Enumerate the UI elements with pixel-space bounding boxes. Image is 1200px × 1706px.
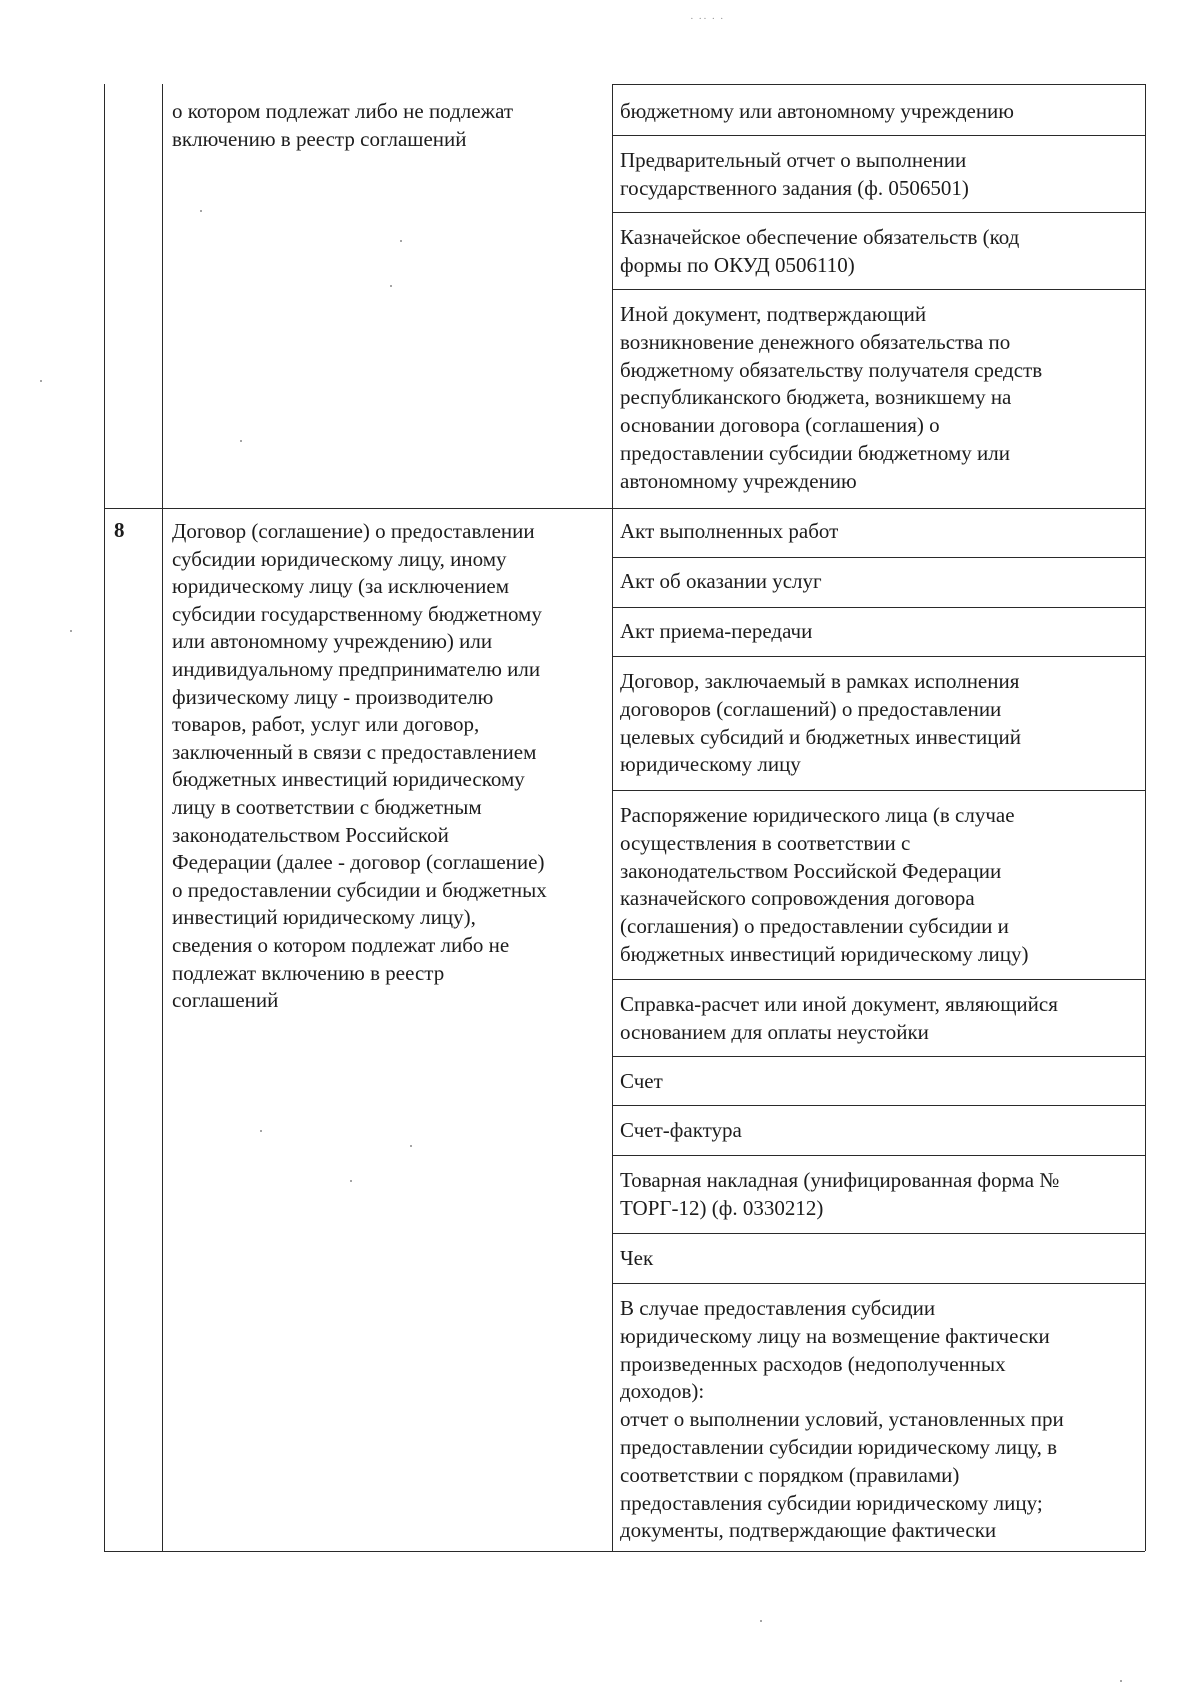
doc-separator — [612, 790, 1145, 791]
row-8-doc-2: Акт об оказании услуг — [620, 569, 822, 593]
scan-speck — [70, 630, 72, 632]
row-prev-basis: о котором подлежат либо не подлежат включению в реестр соглашений — [172, 99, 514, 151]
row-separator — [104, 508, 1145, 509]
row-8-doc-5: Распоряжение юридического лица (в случае осуществления в соответствии с законодательством Российской Федерации казначейского сопровождения договора (соглашения) о предоставлении субсидии и бюджетных инвестиций юридическому лицу) — [620, 803, 1029, 966]
scan-speck — [200, 210, 202, 212]
row-8-doc-7: Счет — [620, 1069, 663, 1093]
table-border-right — [1145, 84, 1146, 1551]
header-mark: · ·· · · — [690, 13, 725, 25]
table-border-number-col — [162, 84, 163, 1551]
doc-separator — [612, 289, 1145, 290]
row-prev-doc-2: Предварительный отчет о выполнении государственного задания (ф. 0506501) — [620, 148, 969, 200]
doc-separator — [612, 135, 1145, 136]
table-border-left — [104, 84, 105, 1551]
scan-speck — [350, 1180, 352, 1182]
doc-separator — [612, 84, 1145, 85]
scan-speck — [410, 1145, 412, 1147]
doc-separator — [612, 1056, 1145, 1057]
row-8-doc-4: Договор, заключаемый в рамках исполнения договоров (соглашений) о предоставлении целевых субсидий и бюджетных инвестиций юридическому лицу — [620, 669, 1021, 777]
scan-speck — [400, 240, 402, 242]
row-prev-doc-4: Иной документ, подтверждающий возникновение денежного обязательства по бюджетному обязательству получателя средств республиканского бюджета, возникшему на основании договора (соглашения) о предоставлении субсидии бюджетному или автономному учреждению — [620, 302, 1043, 493]
row-prev-doc-3: Казначейское обеспечение обязательств (код формы по ОКУД 0506110) — [620, 225, 1020, 277]
scan-speck — [390, 285, 392, 287]
row-8-number: 8 — [114, 518, 125, 542]
doc-separator — [612, 1233, 1145, 1234]
row-8-doc-10: Чек — [620, 1246, 654, 1270]
row-8-basis: Договор (соглашение) о предоставлении субсидии юридическому лицу, иному юридическому лицу (за исключением субсидии государственному бюджетному или автономному учреждению) или индивидуальному предпринимателю или физическому лицу - производителю товаров, работ, услуг или договор, заключенный в связи с предоставлением бюджетных инвестиций юридическому лицу в соответствии с бюджетным законодательством Российской Федерации (далее - договор (соглашение) о предоставлении субсидии и бюджетных инвестиций юридическому лицу), сведения о котором подлежат либо не подлежат включению в реестр соглашений — [172, 519, 547, 1013]
doc-separator — [612, 607, 1145, 608]
scan-speck — [760, 1620, 762, 1622]
row-8-doc-6: Справка-расчет или иной документ, являющийся основанием для оплаты неустойки — [620, 992, 1058, 1044]
doc-separator — [612, 979, 1145, 980]
doc-separator — [612, 1283, 1145, 1284]
doc-separator — [612, 557, 1145, 558]
row-prev-doc-1: бюджетному или автономному учреждению — [620, 99, 1014, 123]
doc-separator — [612, 1155, 1145, 1156]
row-8-doc-9: Товарная накладная (унифицированная форма № ТОРГ-12) (ф. 0330212) — [620, 1168, 1060, 1220]
doc-separator — [612, 212, 1145, 213]
table-border-bottom — [104, 1551, 1145, 1552]
row-8-doc-1: Акт выполненных работ — [620, 519, 839, 543]
scan-speck — [40, 380, 42, 382]
scan-speck — [1120, 1680, 1122, 1682]
row-8-doc-3: Акт приема-передачи — [620, 619, 813, 643]
scan-speck — [240, 440, 242, 442]
table-border-mid — [612, 84, 613, 1551]
doc-separator — [612, 1105, 1145, 1106]
scan-speck — [260, 1130, 262, 1132]
doc-separator — [612, 656, 1145, 657]
row-8-doc-8: Счет-фактура — [620, 1118, 742, 1142]
row-8-doc-11: В случае предоставления субсидии юридическому лицу на возмещение фактически произведенных расходов (недополученных доходов): отчет о выполнении условий, установленных при предоставлении субсидии юридическому лицу, в соответствии с порядком (правилами) предоставления субсидии юридическому лицу; документы, подтверждающие фактически — [620, 1296, 1064, 1543]
